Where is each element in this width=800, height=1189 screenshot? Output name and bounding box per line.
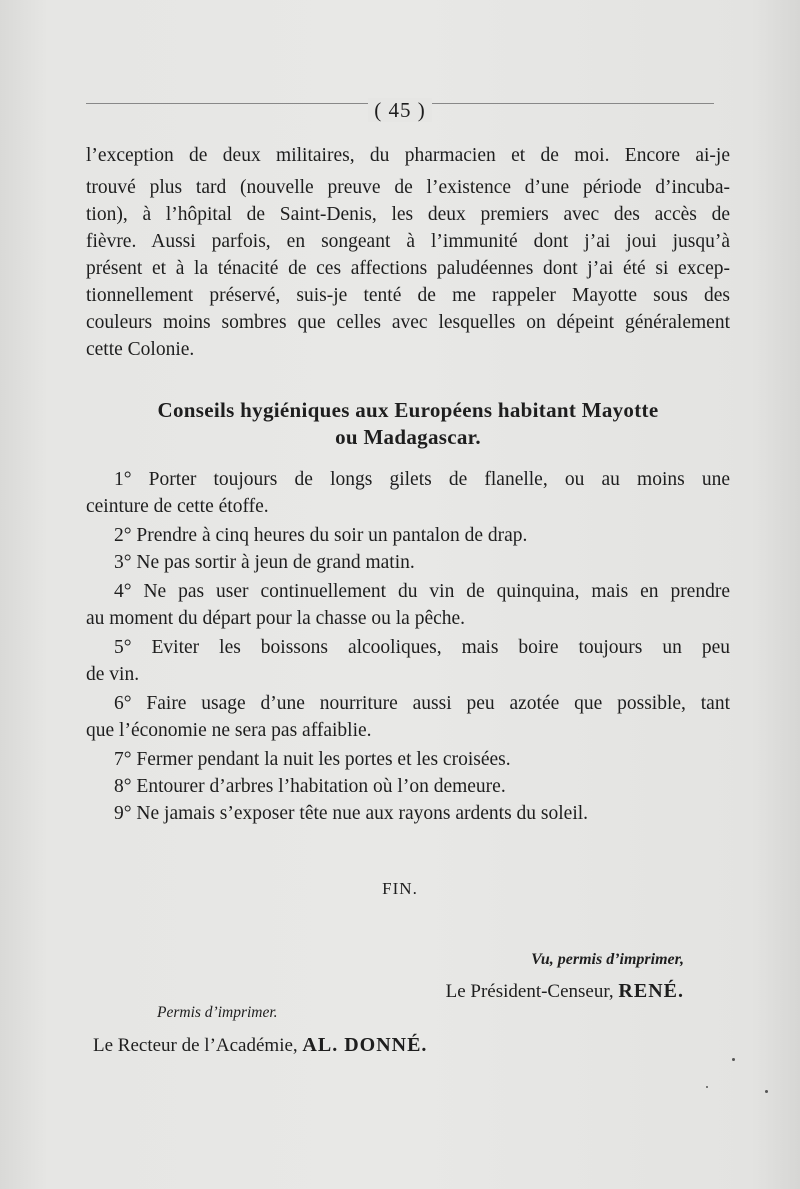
intro-line: couleurs moins sombres que celles avec lesquelles on dépeint généralement [86,312,730,333]
intro-line: présent et à la ténacité de ces affections paludéennes dont j’ai été si excep- [86,258,730,279]
advice-line: au moment du départ pour la chasse ou la pêche. [86,608,466,629]
permis-imprimer: Permis d’imprimer. [157,1004,278,1021]
intro-line: tion), à l’hôpital de Saint-Denis, les deux premiers avec des accès de [86,204,730,225]
advice-line: 5° Eviter les boissons alcooliques, mais boire toujours un peu [114,637,730,658]
recteur-name: AL. DONNÉ. [302,1034,428,1056]
advice-line: 9° Ne jamais s’exposer tête nue aux rayons ardents du soleil. [114,803,589,824]
ink-speck [706,1086,708,1088]
imprimatur-vu: Vu, permis d’imprimer, [531,951,684,968]
advice-line: 4° Ne pas user continuellement du vin de quinquina, mais en prendre [114,581,730,602]
intro-line: l’exception de deux militaires, du pharmacien et de moi. Encore ai-je [86,145,730,166]
section-heading-line: Conseils hygiéniques aux Européens habitant Mayotte [157,398,659,422]
ink-speck [765,1090,768,1093]
advice-line: 2° Prendre à cinq heures du soir un pantalon de drap. [114,525,528,546]
advice-line: 3° Ne pas sortir à jeun de grand matin. [114,552,415,573]
advice-line: 7° Fermer pendant la nuit les portes et les croisées. [114,749,511,770]
intro-line: fièvre. Aussi parfois, en songeant à l’immunité dont j’ai joui jusqu’à [86,231,730,252]
advice-line: ceinture de cette étoffe. [86,496,269,517]
advice-line: 6° Faire usage d’une nourriture aussi peu azotée que possible, tant [114,693,730,714]
intro-line: tionnellement préservé, suis-je tenté de me rappeler Mayotte sous des [86,285,730,306]
page-number-text: ( 45 ) [368,98,432,122]
page-number [0,98,800,123]
recteur-academie [93,1034,427,1057]
ink-speck [732,1058,735,1061]
president-name: RENÉ. [618,980,684,1002]
advice-line: 1° Porter toujours de longs gilets de flanelle, ou au moins une [114,469,730,490]
recteur-label: Le Recteur de l’Académie, [93,1035,298,1056]
president-label: Le Président-Censeur, [445,981,614,1002]
president-censeur [446,980,684,1003]
advice-line: 8° Entourer d’arbres l’habitation où l’on demeure. [114,776,506,797]
fin-marker: FIN. [382,879,418,898]
intro-line: trouvé plus tard (nouvelle preuve de l’existence d’une période d’incuba- [86,177,730,198]
intro-line: cette Colonie. [86,339,195,360]
section-heading-line: ou Madagascar. [335,425,481,449]
advice-line: de vin. [86,664,140,685]
advice-line: que l’économie ne sera pas affaiblie. [86,720,372,741]
